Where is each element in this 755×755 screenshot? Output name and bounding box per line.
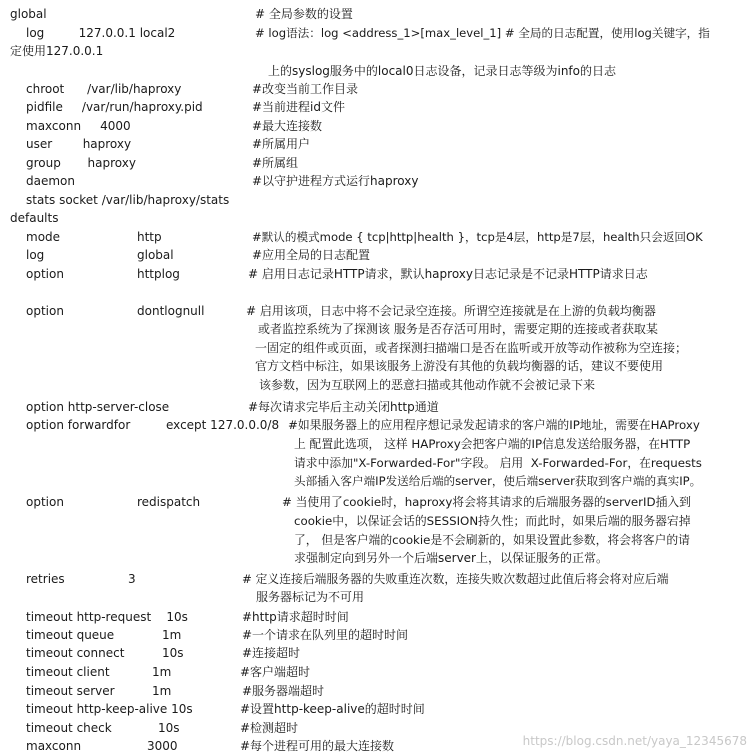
comment-log-cont2: 上的syslog服务中的local0日志设备，记录日志等级为info的日志 xyxy=(268,64,617,78)
directive-maxconn-defaults: maxconn xyxy=(26,739,82,753)
directive-forwardfor: option forwardfor xyxy=(26,418,131,432)
comment-log-cont1: 定使用127.0.0.1 xyxy=(10,44,104,58)
directive-timeout-check: timeout check xyxy=(26,721,112,735)
value-log-defaults: global xyxy=(137,248,174,262)
directive-daemon: daemon xyxy=(26,174,75,188)
value-timeout-check: 10s xyxy=(158,721,180,735)
value-redispatch: redispatch xyxy=(137,495,201,509)
comment-group: #所属组 xyxy=(252,156,299,170)
directive-http-server-close: option http-server-close xyxy=(26,400,170,414)
comment-redispatch: # 当使用了cookie时，haproxy将会将其请求的后端服务器的serverID插入到 xyxy=(282,495,691,509)
comment-maxconn: #最大连接数 xyxy=(252,119,323,133)
comment-httplog: # 启用日志记录HTTP请求，默认haproxy日志记录是不记录HTTP请求日志 xyxy=(248,267,648,281)
directive-mode: mode xyxy=(26,230,61,244)
comment-retries-cont1: 服务器标记为不可用 xyxy=(256,590,365,604)
directive-timeout-server: timeout server xyxy=(26,684,115,698)
directive-log: log 127.0.0.1 local2 xyxy=(26,26,176,40)
directive-option-dontlognull: option xyxy=(26,304,64,318)
comment-timeout-keep-alive: #设置http-keep-alive的超时时间 xyxy=(240,702,425,716)
comment-daemon: #以守护进程方式运行haproxy xyxy=(252,174,419,188)
directive-chroot: chroot /var/lib/haproxy xyxy=(26,82,182,96)
comment-redispatch-cont2: 了， 但是客户端的cookie是不会刷新的，如果设置此参数，将会将客户的请 xyxy=(294,533,690,547)
comment-timeout-http-request: #http请求超时时间 xyxy=(242,610,349,624)
directive-pidfile: pidfile /var/run/haproxy.pid xyxy=(26,100,203,114)
directive-option-httplog: option xyxy=(26,267,64,281)
directive-timeout-connect: timeout connect xyxy=(26,646,125,660)
comment-pidfile: #当前进程id文件 xyxy=(252,100,346,114)
value-timeout-client: 1m xyxy=(152,665,172,679)
comment-log-defaults: #应用全局的日志配置 xyxy=(252,248,371,262)
comment-mode: #默认的模式mode { tcp|http|health }，tcp是4层，http是7层，health只会返回OK xyxy=(252,230,703,244)
comment-http-server-close: #每次请求完毕后主动关闭http通道 xyxy=(248,400,439,414)
directive-user: user haproxy xyxy=(26,137,132,151)
comment-timeout-connect: #连接超时 xyxy=(242,646,301,660)
directive-stats: stats socket /var/lib/haproxy/stats xyxy=(26,193,230,207)
comment-dontlognull-cont2: 一固定的组件或页面，或者探测扫描端口是否在监听或开放等动作被称为空连接； xyxy=(255,341,688,355)
value-httplog: httplog xyxy=(137,267,180,281)
comment-maxconn-defaults: #每个进程可用的最大连接数 xyxy=(240,739,395,753)
comment-timeout-queue: #一个请求在队列里的超时时间 xyxy=(242,628,409,642)
section-global: global xyxy=(10,7,47,21)
comment-dontlognull-cont3: 官方文档中标注，如果该服务上游没有其他的负载均衡器的话，建议不要使用 xyxy=(255,359,664,373)
directive-retries: retries xyxy=(26,572,65,586)
comment-dontlognull-cont1: 或者监控系统为了探测该 服务是否存活可用时，需要定期的连接或者获取某 xyxy=(258,322,658,336)
value-retries: 3 xyxy=(128,572,136,586)
comment-timeout-client: #客户端超时 xyxy=(240,665,311,679)
value-timeout-connect: 10s xyxy=(162,646,184,660)
value-timeout-server: 1m xyxy=(152,684,172,698)
comment-chroot: #改变当前工作目录 xyxy=(252,82,359,96)
comment-redispatch-cont1: cookie中，以保证会话的SESSION持久性；而此时，如果后端的服务器宕掉 xyxy=(294,514,691,528)
comment-global: # 全局参数的设置 xyxy=(255,7,353,21)
section-defaults: defaults xyxy=(10,211,59,225)
directive-group: group haproxy xyxy=(26,156,136,170)
directive-timeout-client: timeout client xyxy=(26,665,110,679)
comment-dontlognull: # 启用该项，日志中将不会记录空连接。所谓空连接就是在上游的负载均衡器 xyxy=(246,304,656,318)
value-maxconn-defaults: 3000 xyxy=(147,739,178,753)
watermark: https://blog.csdn.net/yaya_12345678 xyxy=(522,734,747,748)
comment-dontlognull-cont4: 该参数，因为互联网上的恶意扫描或其他动作就不会被记录下来 xyxy=(259,378,596,392)
comment-retries: # 定义连接后端服务器的失败重连次数，连接失败次数超过此值后将会将对应后端 xyxy=(242,572,669,586)
directive-maxconn: maxconn 4000 xyxy=(26,119,131,133)
value-forwardfor: except 127.0.0.0/8 xyxy=(166,418,280,432)
comment-forwardfor-cont2: 请求中添加"X-Forwarded-For"字段。 启用 X-Forwarded-For，在requests xyxy=(294,456,702,470)
comment-forwardfor: #如果服务器上的应用程序想记录发起请求的客户端的IP地址，需要在HAProxy xyxy=(288,418,700,432)
value-dontlognull: dontlognull xyxy=(137,304,205,318)
directive-timeout-keep-alive: timeout http-keep-alive 10s xyxy=(26,702,193,716)
directive-timeout-http-request: timeout http-request 10s xyxy=(26,610,188,624)
comment-timeout-check: #检测超时 xyxy=(240,721,299,735)
directive-log-defaults: log xyxy=(26,248,45,262)
directive-option-redispatch: option xyxy=(26,495,64,509)
value-mode: http xyxy=(137,230,162,244)
comment-log: # log语法：log <address_1>[max_level_1] # 全局的日志配置，使用log关键字，指 xyxy=(255,26,710,40)
comment-redispatch-cont3: 求强制定向到另外一个后端server上，以保证服务的正常。 xyxy=(294,551,608,565)
comment-forwardfor-cont1: 上 配置此选项， 这样 HAProxy会把客户端的IP信息发送给服务器，在HTTP xyxy=(294,437,691,451)
comment-forwardfor-cont3: 头部插入客户端IP发送给后端的server，使后端server获取到客户端的真实IP。 xyxy=(294,474,702,488)
comment-timeout-server: #服务器端超时 xyxy=(242,684,325,698)
comment-user: #所属用户 xyxy=(252,137,311,151)
directive-timeout-queue: timeout queue xyxy=(26,628,115,642)
value-timeout-queue: 1m xyxy=(162,628,182,642)
